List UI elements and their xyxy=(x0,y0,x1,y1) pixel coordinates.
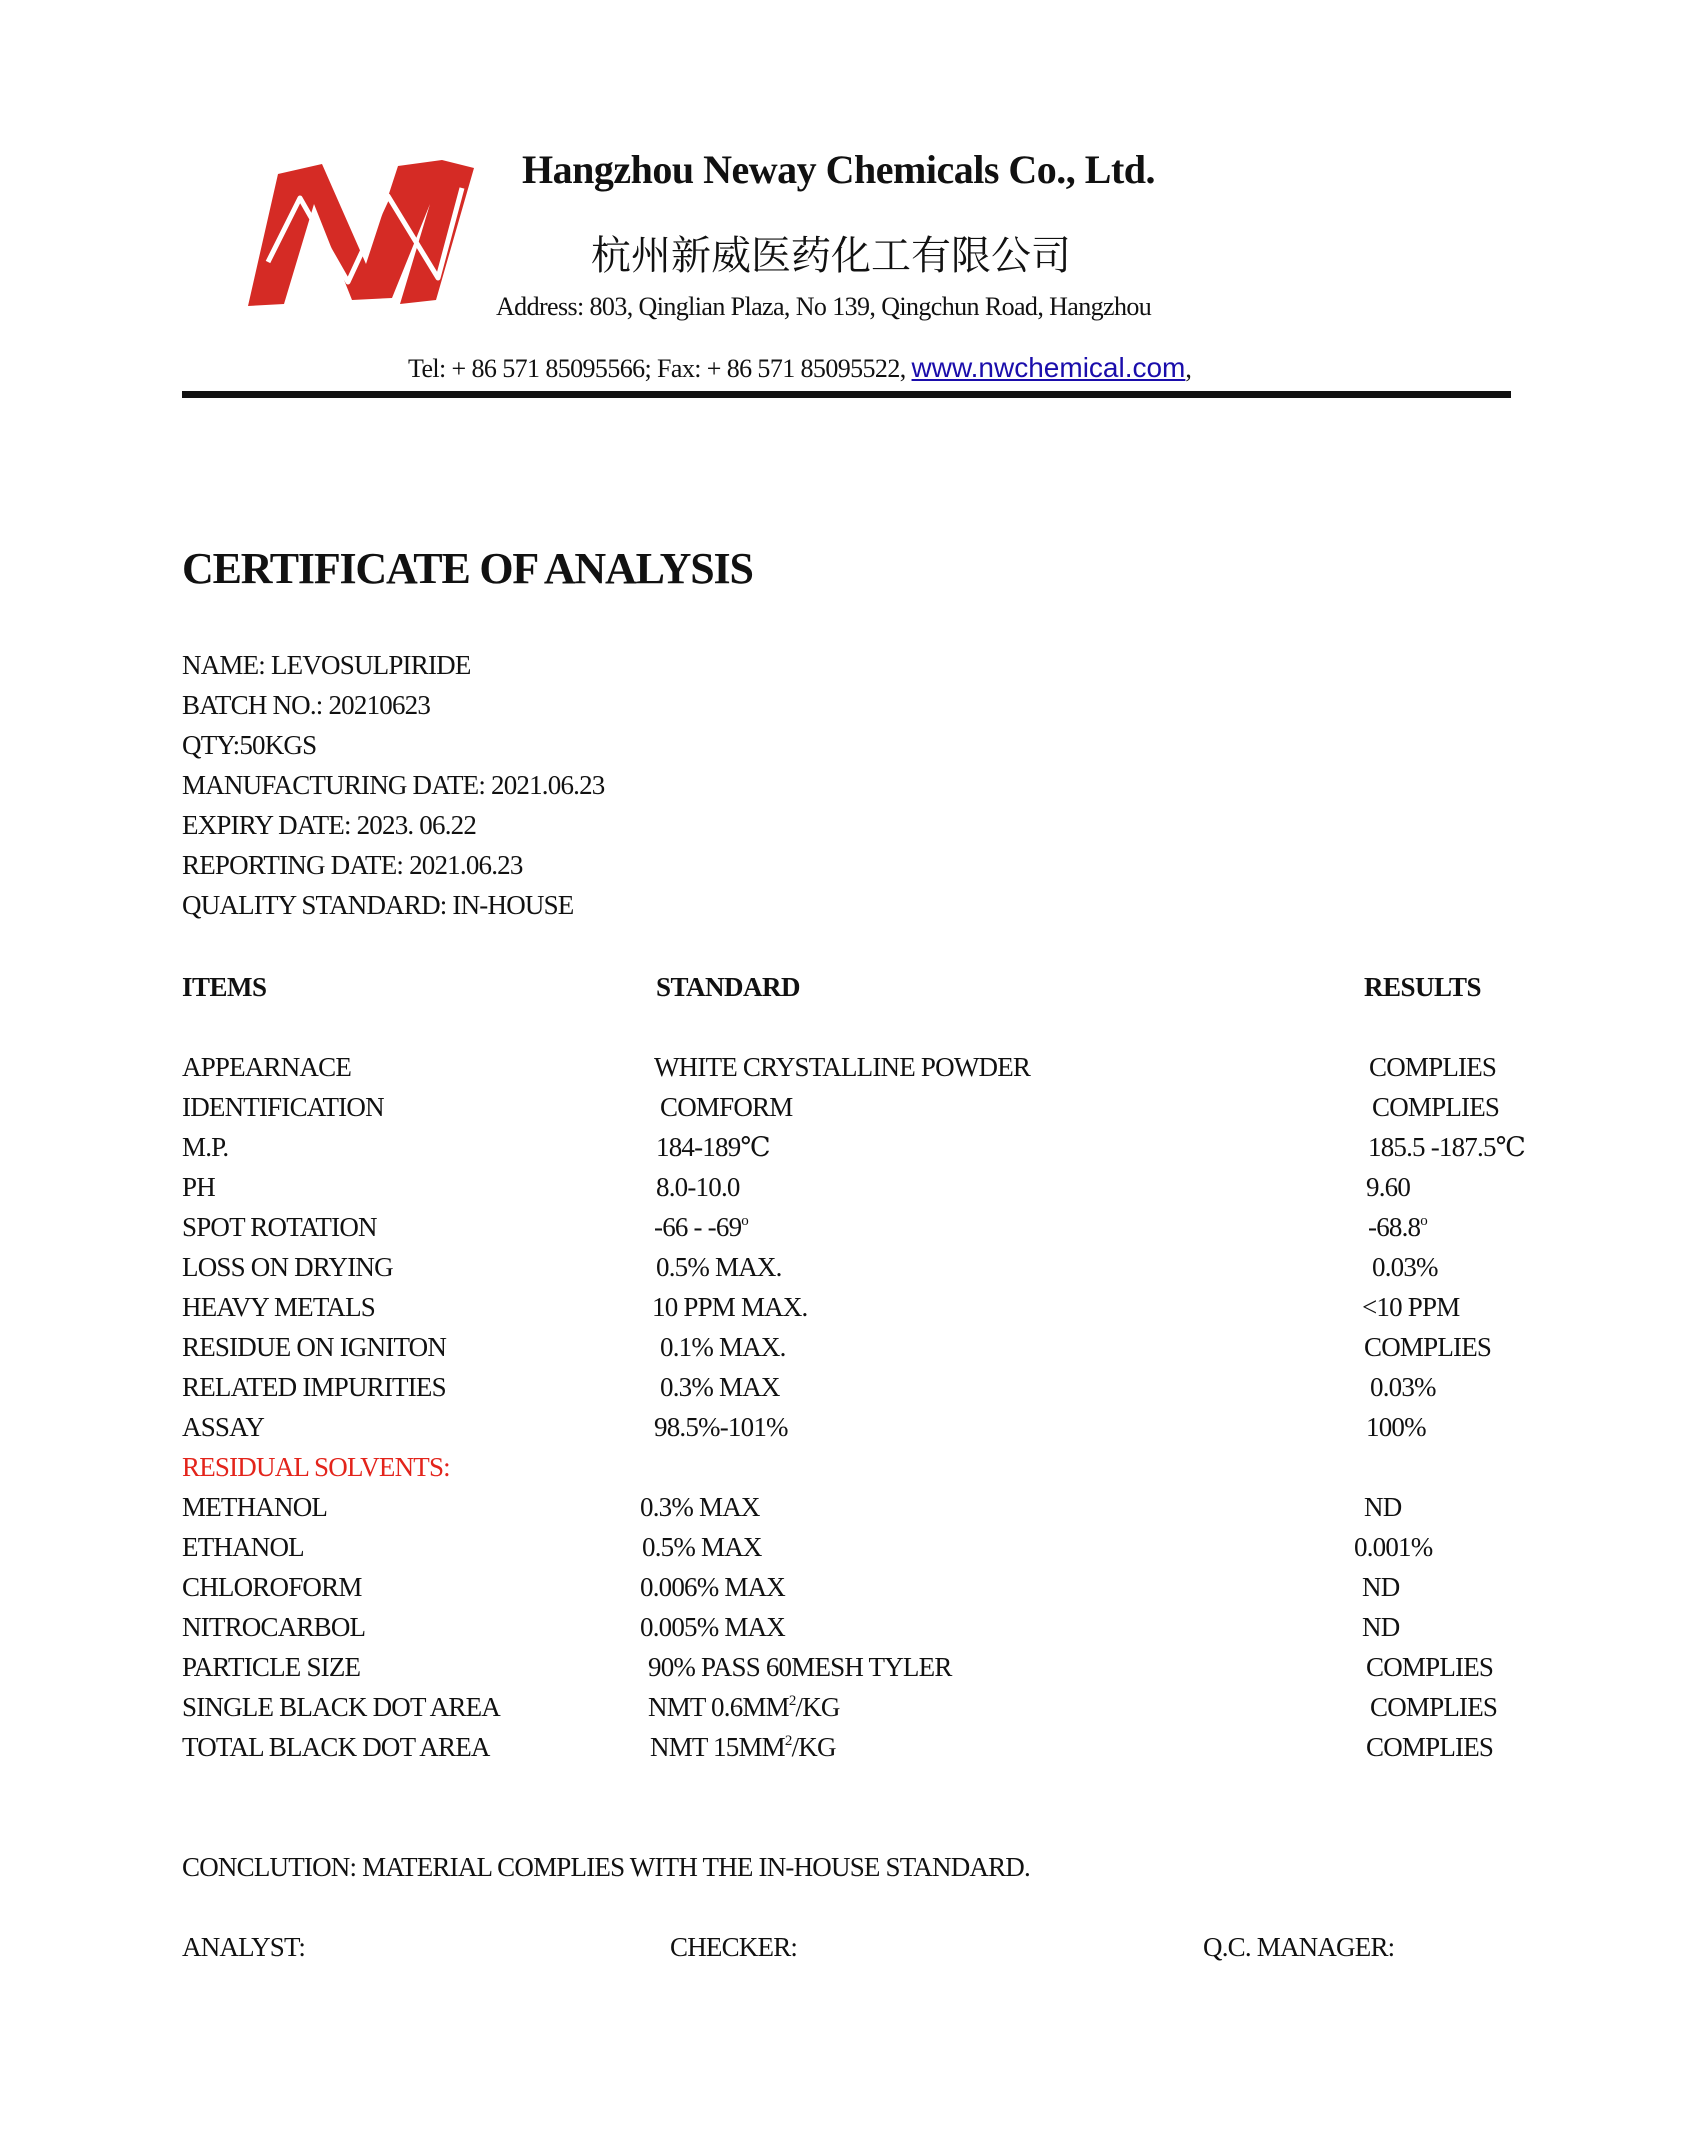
row-item: RESIDUE ON IGNITON xyxy=(182,1332,447,1362)
row-result xyxy=(1368,1212,1427,1243)
header-standard: STANDARD xyxy=(656,972,801,1002)
result-value: -68.8 xyxy=(1368,1212,1421,1242)
row-result: 0.03% xyxy=(1372,1252,1438,1282)
header-items: ITEMS xyxy=(182,972,267,1002)
row-standard xyxy=(654,1212,748,1243)
standard-value: -66 - -69 xyxy=(654,1212,742,1242)
standard-unit: /KG xyxy=(795,1692,840,1722)
company-name-english: Hangzhou Neway Chemicals Co., Ltd. xyxy=(522,147,1156,192)
info-manufacturing-date: MANUFACTURING DATE: 2021.06.23 xyxy=(182,770,605,800)
degree-symbol: o xyxy=(741,1213,748,1229)
row-item: LOSS ON DRYING xyxy=(182,1252,393,1282)
row-result: 0.03% xyxy=(1370,1372,1436,1402)
row-standard: 10 PPM MAX. xyxy=(652,1292,808,1322)
squared-symbol: 2 xyxy=(788,1693,796,1709)
header-divider xyxy=(182,391,1511,398)
row-item: IDENTIFICATION xyxy=(182,1092,384,1122)
signature-qc-manager: Q.C. MANAGER: xyxy=(1203,1932,1395,1962)
row-result: ND xyxy=(1362,1572,1400,1602)
row-standard xyxy=(648,1692,840,1723)
info-name: NAME: LEVOSULPIRIDE xyxy=(182,650,471,680)
row-result: <10 PPM xyxy=(1362,1292,1460,1322)
company-address: Address: 803, Qinglian Plaza, No 139, Qingchun Road, Hangzhou xyxy=(496,292,1152,321)
row-standard: 0.3% MAX xyxy=(640,1492,760,1522)
row-result: COMPLIES xyxy=(1366,1652,1494,1682)
info-quantity: QTY:50KGS xyxy=(182,730,317,760)
row-standard: 0.006% MAX xyxy=(640,1572,785,1602)
row-item: PH xyxy=(182,1172,215,1202)
row-result: ND xyxy=(1362,1612,1400,1642)
website-link[interactable]: www.nwchemical.com xyxy=(911,352,1186,383)
row-standard: 0.3% MAX xyxy=(660,1372,780,1402)
row-standard: 90% PASS 60MESH TYLER xyxy=(648,1652,952,1682)
signature-analyst: ANALYST: xyxy=(182,1932,306,1962)
row-result: COMPLIES xyxy=(1366,1732,1494,1762)
row-item: SPOT ROTATION xyxy=(182,1212,377,1242)
document-title: CERTIFICATE OF ANALYSIS xyxy=(182,544,753,593)
row-standard: 8.0-10.0 xyxy=(656,1172,740,1202)
row-standard: 0.5% MAX. xyxy=(656,1252,782,1282)
info-reporting-date: REPORTING DATE: 2021.06.23 xyxy=(182,850,523,880)
row-item: APPEARNACE xyxy=(182,1052,352,1082)
row-standard: WHITE CRYSTALLINE POWDER xyxy=(654,1052,1031,1082)
row-result: COMPLIES xyxy=(1372,1092,1500,1122)
row-result: 185.5 -187.5℃ xyxy=(1368,1132,1526,1162)
row-result: 9.60 xyxy=(1366,1172,1411,1202)
row-standard: COMFORM xyxy=(660,1092,793,1122)
squared-symbol: 2 xyxy=(784,1733,792,1749)
row-standard: 98.5%-101% xyxy=(654,1412,788,1442)
row-result: COMPLIES xyxy=(1370,1692,1498,1722)
row-item: PARTICLE SIZE xyxy=(182,1652,361,1682)
row-item: RELATED IMPURITIES xyxy=(182,1372,446,1402)
row-item: METHANOL xyxy=(182,1492,328,1522)
row-result: 0.001% xyxy=(1354,1532,1433,1562)
company-name-chinese: 杭州新威医药化工有限公司 xyxy=(591,233,1071,279)
row-standard xyxy=(650,1732,836,1763)
row-item: TOTAL BLACK DOT AREA xyxy=(182,1732,490,1762)
company-contact xyxy=(408,352,1191,384)
info-batch-no: BATCH NO.: 20210623 xyxy=(182,690,431,720)
row-item: M.P. xyxy=(182,1132,229,1162)
header-results: RESULTS xyxy=(1364,972,1482,1002)
row-result: COMPLIES xyxy=(1369,1052,1497,1082)
row-item: ETHANOL xyxy=(182,1532,304,1562)
row-result: COMPLIES xyxy=(1364,1332,1492,1362)
row-item: SINGLE BLACK DOT AREA xyxy=(182,1692,500,1722)
info-quality-standard: QUALITY STANDARD: IN-HOUSE xyxy=(182,890,574,920)
standard-value: NMT 15MM xyxy=(650,1732,785,1762)
contact-phone-fax: Tel: + 86 571 85095566; Fax: + 86 571 85095522, xyxy=(408,354,912,383)
standard-unit: /KG xyxy=(791,1732,836,1762)
signature-checker: CHECKER: xyxy=(670,1932,798,1962)
row-item: CHLOROFORM xyxy=(182,1572,362,1602)
row-result: 100% xyxy=(1366,1412,1426,1442)
residual-solvents-heading: RESIDUAL SOLVENTS: xyxy=(182,1452,450,1482)
row-standard: 184-189℃ xyxy=(656,1132,770,1162)
conclusion: CONCLUTION: MATERIAL COMPLIES WITH THE IN-HOUSE STANDARD. xyxy=(182,1852,1030,1882)
logo-mark-icon xyxy=(248,160,474,306)
row-result: ND xyxy=(1364,1492,1402,1522)
row-standard: 0.5% MAX xyxy=(642,1532,762,1562)
company-logo xyxy=(248,158,474,306)
degree-symbol: o xyxy=(1420,1213,1427,1229)
standard-value: NMT 0.6MM xyxy=(648,1692,789,1722)
row-item: HEAVY METALS xyxy=(182,1292,375,1322)
row-item: ASSAY xyxy=(182,1412,265,1442)
row-item: NITROCARBOL xyxy=(182,1612,366,1642)
contact-suffix: , xyxy=(1185,354,1192,383)
row-standard: 0.005% MAX xyxy=(640,1612,785,1642)
info-expiry-date: EXPIRY DATE: 2023. 06.22 xyxy=(182,810,477,840)
row-standard: 0.1% MAX. xyxy=(660,1332,786,1362)
